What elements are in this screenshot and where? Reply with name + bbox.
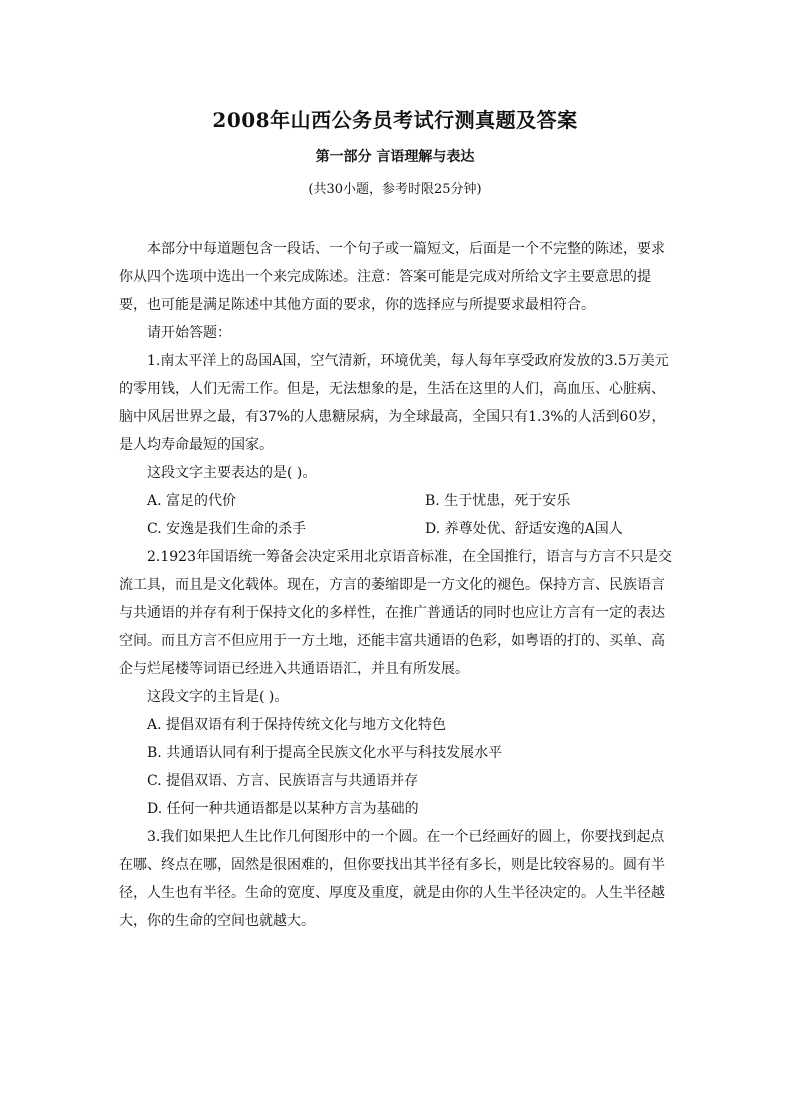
section-heading: 第一部分 言语理解与表达: [315, 149, 475, 165]
question-1-option-a: A. 富足的代价: [147, 493, 237, 509]
question-1-options-row-1: [119, 487, 675, 515]
question-1-options-row-2: [119, 515, 675, 543]
question-1-option-d: D. 养尊处优、舒适安逸的A国人: [425, 521, 623, 537]
question-1-text: 1.南太平洋上的岛国A国，空气清新，环境优美，每人每年享受政府发放的3.5万美元的零用钱，人们无需工作。但是，无法想象的是，生活在这里的人们，高血压、心脏病、脑中风居世界之最，有37%的人患糖尿病，为全球最高，全国只有1.3%的人活到60岁，是人均寿命最短的国家。: [119, 353, 669, 453]
question-2-option-c: C. 提倡双语、方言、民族语言与共通语并存: [147, 773, 419, 789]
question-1-option-b: B. 生于忧患，死于安乐: [425, 493, 571, 509]
question-1-option-c: C. 安逸是我们生命的杀手: [147, 521, 307, 537]
question-2-prompt: 这段文字的主旨是( )。: [147, 689, 289, 705]
section-note: (共30小题，参考时限25分钟): [308, 182, 482, 197]
question-1-prompt: 这段文字主要表达的是( )。: [147, 465, 317, 481]
question-2-option-a: A. 提倡双语有利于保持传统文化与地方文化特色: [147, 717, 447, 733]
question-2-option-d: D. 任何一种共通语都是以某种方言为基础的: [147, 801, 419, 817]
start-label: 请开始答题：: [147, 325, 231, 341]
intro-paragraph: 本部分中每道题包含一段话、一个句子或一篇短文，后面是一个不完整的陈述，要求你从四个选项中选出一个来完成陈述。注意：答案可能是完成对所给文字主要意思的提要，也可能是满足陈述中其他方面的要求，你的选择应与所提要求最相符合。: [119, 241, 665, 313]
question-2-text: 2.1923年国语统一筹备会决定采用北京语音标准，在全国推行，语言与方言不只是交流工具，而且是文化载体。现在，方言的萎缩即是一方文化的褪色。保持方言、民族语言与共通语的并存有利于保持文化的多样性，在推广普通话的同时也应让方言有一定的表达空间。而且方言不但应用于一方土地，还能丰富共通语的色彩，如粤语的打的、买单、高企与烂尾楼等词语已经进入共通语语汇，并且有所发展。: [119, 549, 672, 677]
document-title: 2008年山西公务员考试行测真题及答案: [212, 108, 578, 132]
question-3-text: 3.我们如果把人生比作几何图形中的一个圆。在一个已经画好的圆上，你要找到起点在哪、终点在哪，固然是很困难的，但你要找出其半径有多长，则是比较容易的。圆有半径，人生也有半径。生命的宽度、厚度及重度，就是由你的人生半径决定的。人生半径越大，你的生命的空间也就越大。: [119, 829, 665, 929]
question-2-option-b: B. 共通语认同有利于提高全民族文化水平与科技发展水平: [147, 745, 503, 761]
document-body: [119, 235, 675, 935]
